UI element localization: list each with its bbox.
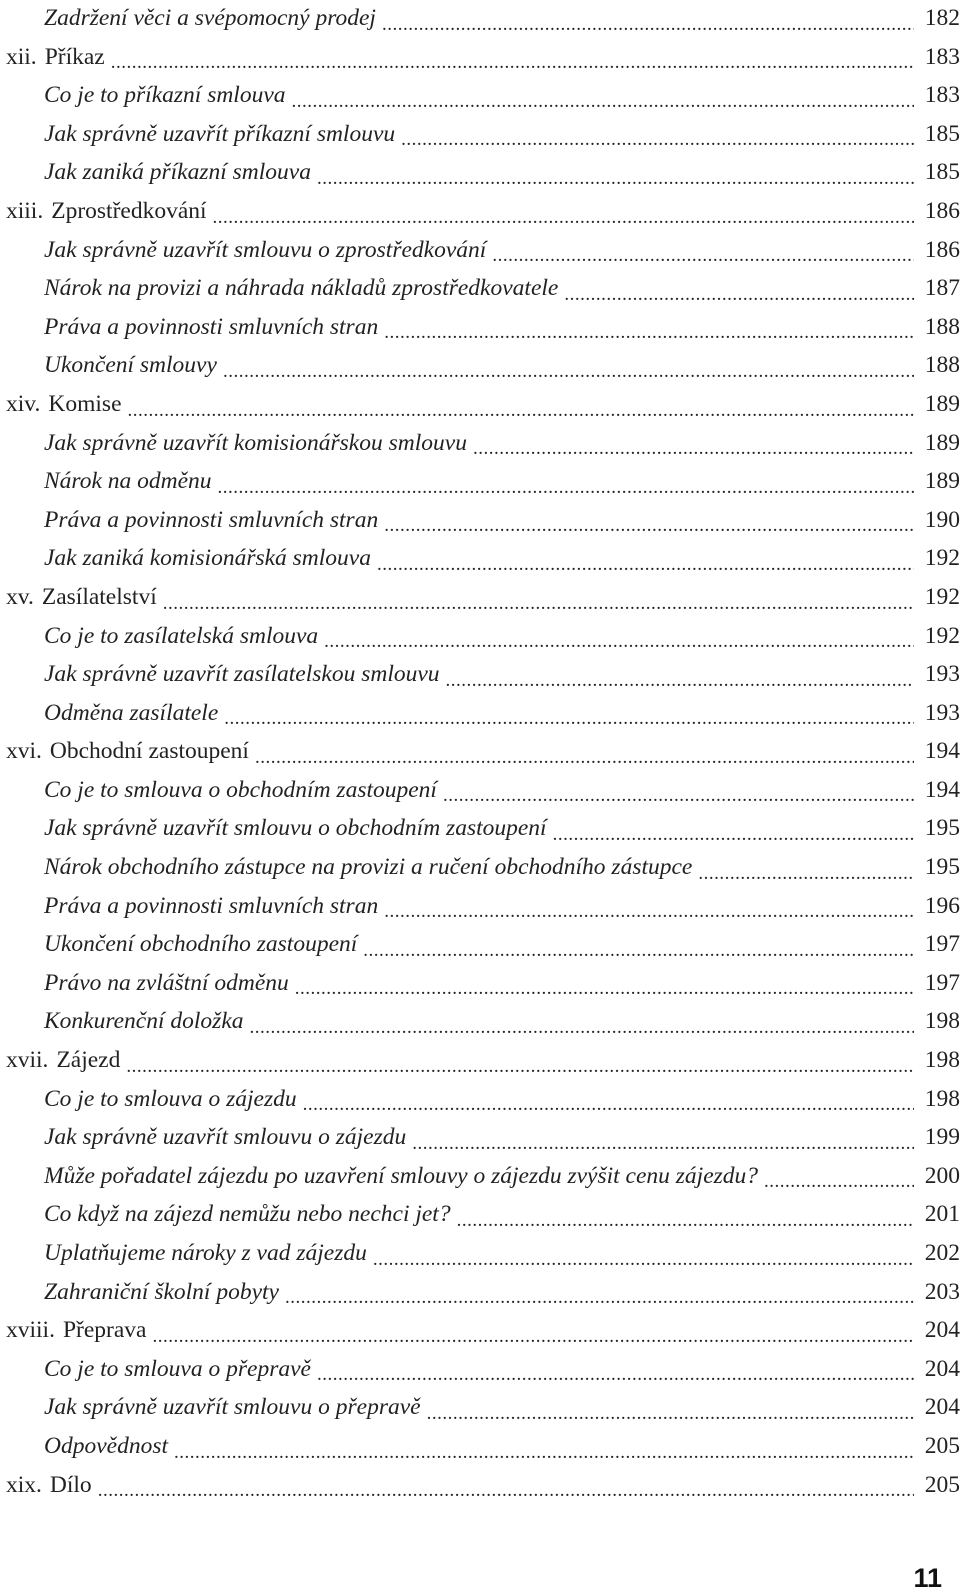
chapter-number: xv. <box>6 583 34 610</box>
entry-title: Nárok na provizi a náhrada nákladů zprostředkovatele <box>44 275 559 302</box>
entry-title: Ukončení obchodního zastoupení <box>44 931 358 958</box>
entry-title: Ukončení smlouvy <box>44 352 217 379</box>
entry-title: Zájezd <box>56 1047 121 1074</box>
entry-page-number: 205 <box>924 1471 960 1498</box>
toc-section-entry <box>6 1429 960 1468</box>
dot-leader <box>412 1120 914 1159</box>
entry-page-number: 193 <box>924 661 960 688</box>
entry-title: Jak správně uzavřít příkazní smlouvu <box>44 120 396 147</box>
toc-section-entry <box>6 1275 960 1314</box>
entry-page-number: 193 <box>924 699 960 726</box>
toc-section-entry <box>6 541 960 580</box>
entry-title: Konkurenční doložka <box>44 1008 244 1035</box>
entry-page-number: 189 <box>924 390 960 417</box>
table-of-contents <box>6 1 960 1506</box>
entry-title: Nárok na odměnu <box>44 468 212 495</box>
entry-title: Jak správně uzavřít smlouvu o obchodním zastoupení <box>44 815 547 842</box>
dot-leader <box>292 78 914 117</box>
toc-chapter-entry <box>6 734 960 773</box>
entry-title: Nárok obchodního zástupce na provizi a ručení obchodního zástupce <box>44 854 693 881</box>
dot-leader <box>317 1352 914 1391</box>
toc-section-entry <box>6 503 960 542</box>
chapter-number: xviii. <box>6 1317 55 1344</box>
entry-title: Příkaz <box>44 43 105 70</box>
entry-title: Zasílatelství <box>41 583 157 610</box>
dot-leader <box>564 271 914 310</box>
toc-section-entry <box>6 78 960 117</box>
entry-page-number: 195 <box>924 854 960 881</box>
entry-title: Jak zaniká komisionářská smlouva <box>44 545 371 572</box>
chapter-number: xiii. <box>6 197 44 224</box>
toc-chapter-entry <box>6 40 960 79</box>
entry-page-number: 189 <box>924 468 960 495</box>
toc-section-entry <box>6 1 960 40</box>
entry-page-number: 200 <box>924 1162 960 1189</box>
toc-chapter-entry <box>6 1468 960 1507</box>
dot-leader <box>384 503 914 542</box>
dot-leader <box>553 811 914 850</box>
entry-page-number: 201 <box>924 1201 960 1228</box>
entry-page-number: 185 <box>924 159 960 186</box>
dot-leader <box>111 40 914 79</box>
toc-section-entry <box>6 889 960 928</box>
toc-section-entry <box>6 850 960 889</box>
dot-leader <box>446 657 914 696</box>
entry-page-number: 188 <box>924 352 960 379</box>
dot-leader <box>698 850 914 889</box>
dot-leader <box>295 966 914 1005</box>
entry-title: Jak správně uzavřít smlouvu o zprostředkování <box>44 236 487 263</box>
toc-section-entry <box>6 619 960 658</box>
dot-leader <box>317 155 914 194</box>
dot-leader <box>163 580 914 619</box>
toc-section-entry <box>6 966 960 1005</box>
entry-title: Co je to smlouva o obchodním zastoupení <box>44 776 437 803</box>
entry-title: Komise <box>48 390 122 417</box>
entry-page-number: 194 <box>924 738 960 765</box>
entry-page-number: 186 <box>924 236 960 263</box>
entry-title: Co je to smlouva o zájezdu <box>44 1085 297 1112</box>
entry-page-number: 189 <box>924 429 960 456</box>
dot-leader <box>373 1236 914 1275</box>
dot-leader <box>363 927 914 966</box>
entry-title: Odpovědnost <box>44 1432 169 1459</box>
entry-title: Práva a povinnosti smluvních stran <box>44 506 379 533</box>
toc-chapter-entry <box>6 1313 960 1352</box>
entry-title: Co když na zájezd nemůžu nebo nechci jet? <box>44 1201 451 1228</box>
entry-title: Dílo <box>49 1471 92 1498</box>
entry-page-number: 198 <box>924 1085 960 1112</box>
entry-title: Jak správně uzavřít komisionářskou smlouvu <box>44 429 467 456</box>
dot-leader <box>443 773 914 812</box>
toc-section-entry <box>6 348 960 387</box>
entry-page-number: 182 <box>924 5 960 31</box>
entry-page-number: 197 <box>924 969 960 996</box>
toc-section-entry <box>6 1352 960 1391</box>
entry-page-number: 192 <box>924 622 960 649</box>
dot-leader <box>98 1468 914 1507</box>
chapter-number: xvii. <box>6 1047 49 1074</box>
toc-section-entry <box>6 811 960 850</box>
dot-leader <box>223 348 914 387</box>
toc-section-entry <box>6 155 960 194</box>
toc-section-entry <box>6 1390 960 1429</box>
dot-leader <box>218 464 914 503</box>
entry-page-number: 185 <box>924 120 960 147</box>
dot-leader <box>764 1159 914 1198</box>
dot-leader <box>152 1313 914 1352</box>
toc-section-entry <box>6 1159 960 1198</box>
entry-title: Jak správně uzavřít smlouvu o zájezdu <box>44 1124 407 1151</box>
entry-title: Přeprava <box>62 1317 147 1344</box>
entry-page-number: 183 <box>924 43 960 70</box>
dot-leader <box>427 1390 914 1429</box>
toc-section-entry <box>6 696 960 735</box>
entry-title: Uplatňujeme nároky z vad zájezdu <box>44 1240 367 1266</box>
dot-leader <box>473 426 914 465</box>
toc-section-entry <box>6 1120 960 1159</box>
chapter-number: xix. <box>6 1471 42 1498</box>
entry-title: Zadržení věci a svépomocný prodej <box>44 5 376 31</box>
dot-leader <box>174 1429 914 1468</box>
dot-leader <box>384 310 914 349</box>
toc-section-entry <box>6 464 960 503</box>
toc-section-entry <box>6 117 960 156</box>
dot-leader <box>457 1197 914 1236</box>
entry-title: Zahraniční školní pobyty <box>44 1278 279 1305</box>
entry-page-number: 196 <box>924 892 960 919</box>
dot-leader <box>285 1275 914 1314</box>
entry-page-number: 187 <box>924 275 960 302</box>
toc-section-entry <box>6 233 960 272</box>
toc-section-entry <box>6 426 960 465</box>
toc-chapter-entry <box>6 387 960 426</box>
dot-leader <box>401 117 914 156</box>
toc-section-entry <box>6 657 960 696</box>
entry-page-number: 188 <box>924 313 960 340</box>
entry-title: Co je to příkazní smlouva <box>44 82 286 109</box>
entry-title: Zprostředkování <box>51 197 207 224</box>
entry-page-number: 204 <box>924 1355 960 1382</box>
toc-chapter-entry <box>6 1043 960 1082</box>
entry-page-number: 202 <box>924 1240 960 1266</box>
entry-page-number: 195 <box>924 815 960 842</box>
entry-page-number: 203 <box>924 1278 960 1305</box>
entry-title: Co je to zasílatelská smlouva <box>44 622 319 649</box>
entry-title: Jak správně uzavřít smlouvu o přepravě <box>44 1394 421 1421</box>
entry-title: Jak správně uzavřít zasílatelskou smlouvu <box>44 661 440 688</box>
entry-page-number: 198 <box>924 1047 960 1074</box>
toc-section-entry <box>6 1004 960 1043</box>
toc-section-entry <box>6 1236 960 1275</box>
entry-page-number: 194 <box>924 776 960 803</box>
dot-leader <box>324 619 914 658</box>
toc-chapter-entry <box>6 580 960 619</box>
dot-leader <box>255 734 914 773</box>
entry-page-number: 190 <box>924 506 960 533</box>
toc-section-entry <box>6 1082 960 1121</box>
entry-title: Obchodní zastoupení <box>49 738 249 765</box>
entry-title: Práva a povinnosti smluvních stran <box>44 892 379 919</box>
dot-leader <box>382 1 914 40</box>
dot-leader <box>126 1043 914 1082</box>
toc-section-entry <box>6 927 960 966</box>
entry-title: Právo na zvláštní odměnu <box>44 969 289 996</box>
entry-page-number: 186 <box>924 197 960 224</box>
entry-page-number: 192 <box>924 583 960 610</box>
entry-page-number: 197 <box>924 931 960 958</box>
dot-leader <box>128 387 915 426</box>
entry-title: Co je to smlouva o přepravě <box>44 1355 311 1382</box>
toc-section-entry <box>6 310 960 349</box>
dot-leader <box>303 1082 914 1121</box>
entry-page-number: 198 <box>924 1008 960 1035</box>
toc-section-entry <box>6 1197 960 1236</box>
entry-page-number: 204 <box>924 1394 960 1421</box>
toc-chapter-entry <box>6 194 960 233</box>
entry-page-number: 204 <box>924 1317 960 1344</box>
page-number: 11 <box>913 1563 942 1593</box>
chapter-number: xii. <box>6 43 37 70</box>
toc-section-entry <box>6 773 960 812</box>
entry-page-number: 183 <box>924 82 960 109</box>
chapter-number: xvi. <box>6 738 42 765</box>
entry-page-number: 192 <box>924 545 960 572</box>
dot-leader <box>224 696 914 735</box>
entry-title: Jak zaniká příkazní smlouva <box>44 159 311 186</box>
entry-title: Může pořadatel zájezdu po uzavření smlouvy o zájezdu zvýšit cenu zájezdu? <box>44 1162 759 1189</box>
dot-leader <box>213 194 914 233</box>
entry-page-number: 205 <box>924 1432 960 1459</box>
chapter-number: xiv. <box>6 390 41 417</box>
entry-title: Odměna zasílatele <box>44 699 219 726</box>
dot-leader <box>492 233 914 272</box>
entry-title: Práva a povinnosti smluvních stran <box>44 313 379 340</box>
dot-leader <box>250 1004 915 1043</box>
dot-leader <box>377 541 914 580</box>
toc-section-entry <box>6 271 960 310</box>
dot-leader <box>384 889 914 928</box>
entry-page-number: 199 <box>924 1124 960 1151</box>
